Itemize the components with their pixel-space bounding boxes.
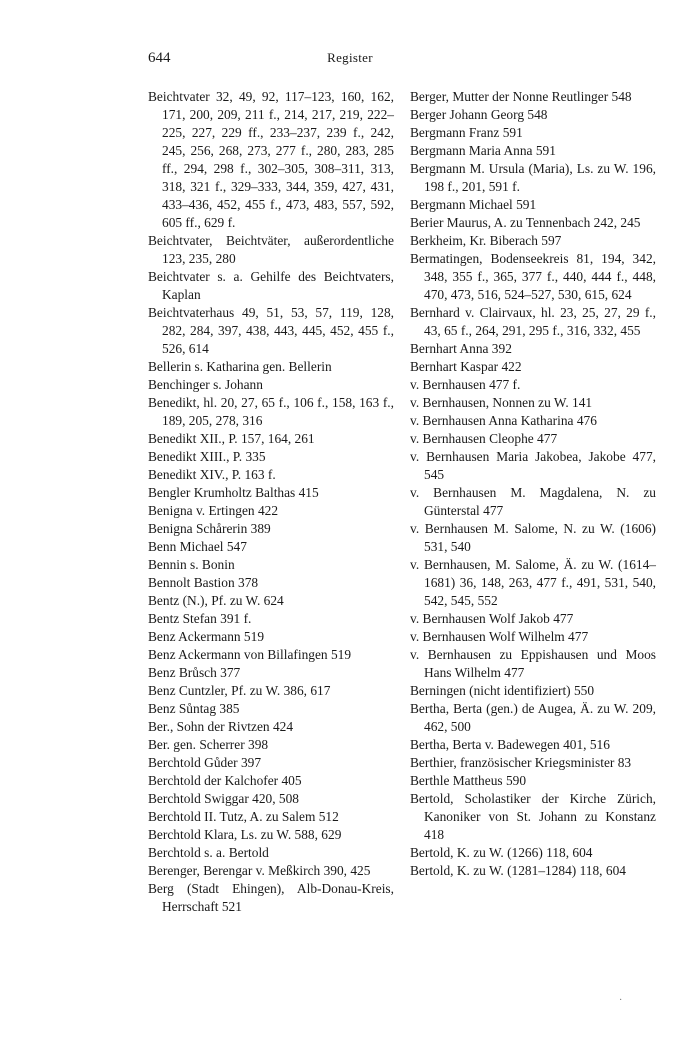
- index-entry: Bertold, K. zu W. (1266) 118, 604: [410, 845, 593, 860]
- index-entry: Benchinger s. Johann: [148, 377, 263, 392]
- index-entry: Benz Brůsch 377: [148, 665, 241, 680]
- index-entry: Berchtold s. a. Bertold: [148, 845, 269, 860]
- page-number: 644: [148, 50, 171, 66]
- index-entry: Benigna v. Ertingen 422: [148, 503, 279, 518]
- index-entry: Berthier, französischer Kriegsminister 83: [410, 755, 632, 770]
- index-entry: Bergmann Michael 591: [410, 197, 537, 212]
- index-entry: Benedikt XIII., P. 335: [148, 449, 266, 464]
- running-head: Register: [327, 50, 373, 65]
- index-entry: Benedikt XIV., P. 163 f.: [148, 467, 276, 482]
- index-entry: v. Bernhausen, Nonnen zu W. 141: [410, 395, 593, 410]
- index-entry: v. Bernhausen M. Magdalena, N. zu Günterstal 477: [410, 485, 656, 518]
- index-entry: Bernhard v. Clairvaux, hl. 23, 25, 27, 29 f., 43, 65 f., 264, 291, 295 f., 316, 332, 455: [410, 305, 656, 338]
- index-entry: Bentz (N.), Pf. zu W. 624: [148, 593, 284, 608]
- index-entry: Benz Ackermann von Billafingen 519: [148, 647, 352, 662]
- index-entry: Berkheim, Kr. Biberach 597: [410, 233, 562, 248]
- index-entry: Bergmann Maria Anna 591: [410, 143, 556, 158]
- index-entry: Bermatingen, Bodenseekreis 81, 194, 342, 348, 355 f., 365, 377 f., 440, 444 f., 448, 470, 473, 516, 524–527, 530, 615, 624: [410, 251, 656, 302]
- index-entry: Bergmann M. Ursula (Maria), Ls. zu W. 196, 198 f., 201, 591 f.: [410, 161, 656, 194]
- index-entry: Bertold, Scholastiker der Kirche Zürich, Kanoniker von St. Johann zu Konstanz 418: [410, 791, 656, 842]
- index-entry: Benedikt, hl. 20, 27, 65 f., 106 f., 158, 163 f., 189, 205, 278, 316: [148, 395, 394, 428]
- index-entry: Berger, Mutter der Nonne Reutlinger 548: [410, 89, 632, 104]
- index-entry: Bennin s. Bonin: [148, 557, 235, 572]
- index-column-right: [410, 88, 656, 880]
- index-entry: Benz Ackermann 519: [148, 629, 265, 644]
- index-entry: v. Bernhausen 477 f.: [410, 377, 521, 392]
- index-entry: Berchtold Klara, Ls. zu W. 588, 629: [148, 827, 342, 842]
- index-entry: Berenger, Berengar v. Meßkirch 390, 425: [148, 863, 371, 878]
- index-entry: Beichtvater 32, 49, 92, 117–123, 160, 162, 171, 200, 209, 211 f., 214, 217, 219, 222–225, 227, 229 ff., 233–237, 239 f., 242, 245, 256, 268, 273, 277 f., 280, 283, 285 ff., 294, 298 f., 302–305, 308–311, 313, 318, 321 f., 329–333, 344, 359, 427, 431, 433–436, 452, 455 f., 473, 483, 557, 592, 605 ff., 629 f.: [148, 89, 394, 230]
- index-entry: Benz Cuntzler, Pf. zu W. 386, 617: [148, 683, 331, 698]
- index-entry: Benn Michael 547: [148, 539, 247, 554]
- index-entry: v. Bernhausen Cleophe 477: [410, 431, 558, 446]
- index-entry: v. Bernhausen M. Salome, N. zu W. (1606) 531, 540: [410, 521, 656, 554]
- index-entry: Bernhart Anna 392: [410, 341, 512, 356]
- index-entry: Bengler Krumholtz Balthas 415: [148, 485, 319, 500]
- footer-mark: ·: [619, 995, 623, 1006]
- index-entry: v. Bernhausen Wolf Jakob 477: [410, 611, 574, 626]
- index-entry: Bentz Stefan 391 f.: [148, 611, 252, 626]
- index-entry: Benedikt XII., P. 157, 164, 261: [148, 431, 315, 446]
- index-entry: Berchtold Gůder 397: [148, 755, 262, 770]
- index-entry: v. Bernhausen Anna Katharina 476: [410, 413, 597, 428]
- index-column-left: [148, 88, 394, 916]
- index-entry: Bernhart Kaspar 422: [410, 359, 522, 374]
- index-entry: Bergmann Franz 591: [410, 125, 523, 140]
- index-entry: Benigna Schårerin 389: [148, 521, 271, 536]
- index-entry: Berningen (nicht identifiziert) 550: [410, 683, 595, 698]
- index-entry: Benz Sůntag 385: [148, 701, 240, 716]
- index-entry: v. Bernhausen Wolf Wilhelm 477: [410, 629, 589, 644]
- index-entry: Berg (Stadt Ehingen), Alb-Donau-Kreis, Herrschaft 521: [148, 881, 394, 914]
- index-entry: Bennolt Bastion 378: [148, 575, 259, 590]
- index-entry: Bellerin s. Katharina gen. Bellerin: [148, 359, 332, 374]
- index-entry: Berchtold Swiggar 420, 508: [148, 791, 299, 806]
- index-entry: Ber., Sohn der Rivtzen 424: [148, 719, 294, 734]
- index-entry: v. Bernhausen Maria Jakobea, Jakobe 477, 545: [410, 449, 656, 482]
- index-entry: Bertha, Berta v. Badewegen 401, 516: [410, 737, 610, 752]
- index-entry: v. Bernhausen, M. Salome, Ä. zu W. (1614–1681) 36, 148, 263, 477 f., 491, 531, 540, 542, 545, 552: [410, 557, 656, 608]
- index-entry: v. Bernhausen zu Eppishausen und Moos Hans Wilhelm 477: [410, 647, 656, 680]
- index-entry: Berthle Mattheus 590: [410, 773, 527, 788]
- index-entry: Ber. gen. Scherrer 398: [148, 737, 269, 752]
- index-entry: Bertha, Berta (gen.) de Augea, Ä. zu W. 209, 462, 500: [410, 701, 656, 734]
- index-entry: Berchtold der Kalchofer 405: [148, 773, 302, 788]
- index-entry: Berger Johann Georg 548: [410, 107, 548, 122]
- index-entry: Berchtold II. Tutz, A. zu Salem 512: [148, 809, 339, 824]
- index-entry: Bertold, K. zu W. (1281–1284) 118, 604: [410, 863, 626, 878]
- index-entry: Beichtvater, Beichtväter, außerordentliche 123, 235, 280: [148, 233, 394, 266]
- index-entry: Berier Maurus, A. zu Tennenbach 242, 245: [410, 215, 641, 230]
- index-entry: Beichtvaterhaus 49, 51, 53, 57, 119, 128, 282, 284, 397, 438, 443, 445, 452, 455 f., 526, 614: [148, 305, 394, 356]
- index-entry: Beichtvater s. a. Gehilfe des Beichtvaters, Kaplan: [148, 269, 394, 302]
